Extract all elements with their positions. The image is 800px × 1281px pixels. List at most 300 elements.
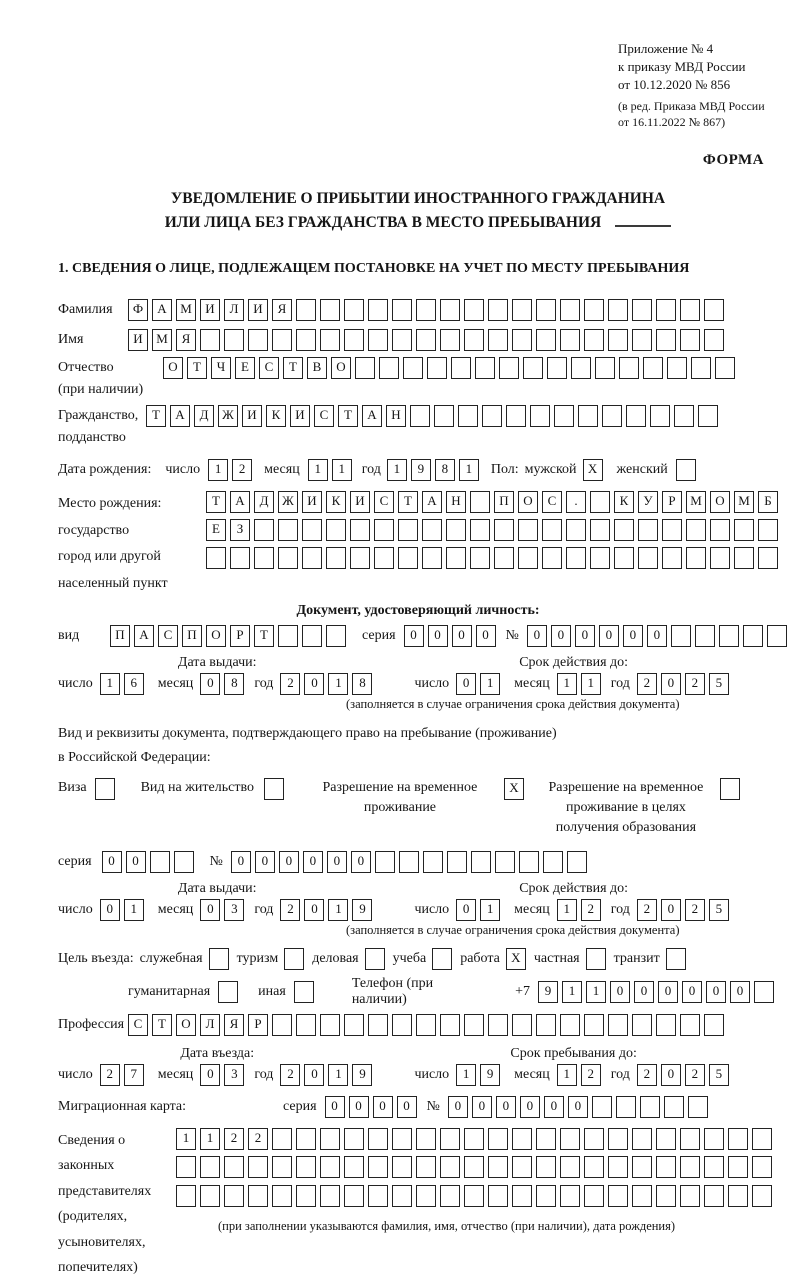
- profession-cells: [128, 1014, 728, 1036]
- char-cell: [584, 299, 604, 321]
- surname-label: Фамилия: [58, 302, 113, 318]
- purpose-transit-checkbox: [666, 948, 686, 970]
- char-cell: [566, 519, 586, 541]
- char-cell: [200, 1156, 220, 1178]
- char-cell: С: [374, 491, 394, 513]
- char-cell: [523, 357, 543, 379]
- identity-expiry-day-cells: [456, 673, 504, 695]
- char-cell: 0: [661, 673, 681, 695]
- char-cell: [254, 547, 274, 569]
- purpose-work-label: работа: [460, 950, 500, 966]
- char-cell: [734, 519, 754, 541]
- identity-doc-type-label: вид: [58, 628, 80, 644]
- char-cell: [427, 357, 447, 379]
- sex-male-label: мужской: [524, 462, 577, 478]
- migration-series-cells: [325, 1096, 421, 1118]
- profession-label: Профессия: [58, 1016, 125, 1032]
- residence-expiry-month-cells: [557, 899, 605, 921]
- char-cell: [278, 547, 298, 569]
- char-cell: Е: [206, 519, 226, 541]
- month-label: месяц: [157, 1066, 194, 1082]
- birth-date-label: Дата рождения:: [58, 462, 152, 478]
- char-cell: [392, 1185, 412, 1207]
- char-cell: [608, 329, 628, 351]
- purpose-work-checkbox: X: [506, 948, 526, 970]
- char-cell: [680, 299, 700, 321]
- form-label: ФОРМА: [702, 152, 764, 169]
- char-cell: [536, 299, 556, 321]
- char-cell: 1: [557, 899, 577, 921]
- char-cell: О: [331, 357, 351, 379]
- char-cell: К: [326, 491, 346, 513]
- char-cell: С: [128, 1014, 148, 1036]
- char-cell: 1: [387, 459, 407, 481]
- purpose-official-label: служебная: [139, 950, 203, 966]
- annex-line-2: к приказу МВД России: [618, 58, 746, 74]
- char-cell: Т: [152, 1014, 172, 1036]
- char-cell: [638, 547, 658, 569]
- month-label: месяц: [514, 676, 550, 692]
- char-cell: [638, 519, 658, 541]
- char-cell: [174, 851, 194, 873]
- char-cell: 0: [634, 981, 654, 1003]
- identity-doc-row: [58, 623, 778, 649]
- residence-doc-options: [58, 778, 778, 839]
- char-cell: [560, 1014, 580, 1036]
- char-cell: [398, 519, 418, 541]
- char-cell: И: [128, 329, 148, 351]
- given-name-cells: [128, 329, 728, 351]
- identity-doc-type-cells: [110, 625, 350, 647]
- migration-card-row: [58, 1094, 778, 1120]
- char-cell: 2: [581, 899, 601, 921]
- sex-female-checkbox: [676, 459, 696, 481]
- char-cell: А: [362, 405, 382, 427]
- char-cell: [464, 1156, 484, 1178]
- char-cell: [710, 547, 730, 569]
- char-cell: 9: [480, 1064, 500, 1086]
- birth-date-row: [58, 457, 778, 483]
- char-cell: [374, 519, 394, 541]
- char-cell: 1: [557, 673, 577, 695]
- purpose-private-label: частная: [533, 950, 580, 966]
- char-cell: [686, 519, 706, 541]
- char-cell: Р: [230, 625, 250, 647]
- phone-prefix: +7: [515, 983, 530, 999]
- char-cell: [410, 405, 430, 427]
- char-cell: 0: [661, 899, 681, 921]
- char-cell: 2: [581, 1064, 601, 1086]
- residence-restriction-note: (заполняется в случае ограничения срока действия документа): [346, 922, 680, 937]
- char-cell: [224, 1156, 244, 1178]
- char-cell: [447, 851, 467, 873]
- char-cell: М: [734, 491, 754, 513]
- char-cell: 0: [200, 899, 220, 921]
- stay-until-label: Срок пребывания до:: [510, 1045, 637, 1061]
- purpose-other-label: иная: [258, 983, 286, 999]
- char-cell: А: [170, 405, 190, 427]
- entry-month-cells: [200, 1064, 248, 1086]
- residence-issue-month-cells: [200, 899, 248, 921]
- char-cell: [326, 519, 346, 541]
- birth-place-row2-cells: [206, 519, 782, 541]
- char-cell: [375, 851, 395, 873]
- birth-month-cells: [308, 459, 356, 481]
- residence-valid-until-label: Срок действия до:: [519, 880, 629, 896]
- char-cell: [440, 1185, 460, 1207]
- char-cell: Я: [224, 1014, 244, 1036]
- stay-month-cells: [557, 1064, 605, 1086]
- identity-doc-number-cells: [527, 625, 791, 647]
- phone-label: Телефон (при наличии): [351, 975, 434, 1007]
- char-cell: О: [176, 1014, 196, 1036]
- char-cell: [560, 1128, 580, 1150]
- section1-title: 1. СВЕДЕНИЯ О ЛИЦЕ, ПОДЛЕЖАЩЕМ ПОСТАНОВКЕ НА УЧЕТ ПО МЕСТУ ПРЕБЫВАНИЯ: [58, 261, 690, 277]
- char-cell: С: [158, 625, 178, 647]
- char-cell: 5: [709, 673, 729, 695]
- char-cell: 1: [332, 459, 352, 481]
- sex-female-label: женский: [616, 462, 668, 478]
- birth-place-sublabel-3: населенный пункт: [58, 575, 168, 591]
- char-cell: [686, 547, 706, 569]
- char-cell: Т: [206, 491, 226, 513]
- char-cell: [368, 1014, 388, 1036]
- option-temp-residence: [304, 778, 528, 819]
- char-cell: [399, 851, 419, 873]
- char-cell: 1: [562, 981, 582, 1003]
- char-cell: 8: [224, 673, 244, 695]
- char-cell: [326, 547, 346, 569]
- char-cell: С: [259, 357, 279, 379]
- char-cell: А: [134, 625, 154, 647]
- char-cell: 0: [102, 851, 122, 873]
- char-cell: [543, 851, 563, 873]
- migration-number-cells: [448, 1096, 712, 1118]
- char-cell: [248, 1185, 268, 1207]
- given-name-row: [58, 327, 778, 353]
- birth-year-label: год: [361, 462, 381, 478]
- char-cell: [302, 547, 322, 569]
- char-cell: 2: [280, 1064, 300, 1086]
- day-label: число: [414, 1066, 450, 1082]
- char-cell: [632, 1014, 652, 1036]
- char-cell: 1: [459, 459, 479, 481]
- char-cell: [464, 1014, 484, 1036]
- given-name-label: Имя: [58, 332, 84, 348]
- char-cell: [470, 519, 490, 541]
- char-cell: [464, 299, 484, 321]
- char-cell: [698, 405, 718, 427]
- char-cell: [752, 1185, 772, 1207]
- option-visa-checkbox: [95, 778, 115, 800]
- birth-day-label: число: [165, 462, 201, 478]
- char-cell: Т: [338, 405, 358, 427]
- char-cell: [248, 329, 268, 351]
- char-cell: 0: [599, 625, 619, 647]
- char-cell: О: [518, 491, 538, 513]
- char-cell: [518, 547, 538, 569]
- residence-expiry-year-cells: [637, 899, 733, 921]
- profession-row: [58, 1012, 778, 1038]
- char-cell: Я: [176, 329, 196, 351]
- char-cell: [392, 1014, 412, 1036]
- char-cell: [754, 981, 774, 1003]
- char-cell: [530, 405, 550, 427]
- char-cell: [719, 625, 739, 647]
- char-cell: 0: [351, 851, 371, 873]
- char-cell: [595, 357, 615, 379]
- char-cell: 1: [200, 1128, 220, 1150]
- purpose-business-label: деловая: [312, 950, 359, 966]
- char-cell: П: [182, 625, 202, 647]
- char-cell: [656, 1014, 676, 1036]
- char-cell: 2: [685, 673, 705, 695]
- char-cell: [632, 1128, 652, 1150]
- char-cell: 1: [557, 1064, 577, 1086]
- char-cell: [272, 1014, 292, 1036]
- char-cell: 0: [456, 673, 476, 695]
- char-cell: [584, 1156, 604, 1178]
- option-temp-residence-education-label: Разрешение на временное проживание в целях получения образования: [548, 779, 704, 836]
- char-cell: Т: [283, 357, 303, 379]
- year-label: год: [254, 676, 274, 692]
- char-cell: [560, 329, 580, 351]
- char-cell: Т: [254, 625, 274, 647]
- char-cell: Т: [187, 357, 207, 379]
- char-cell: [392, 1128, 412, 1150]
- char-cell: [446, 519, 466, 541]
- char-cell: М: [152, 329, 172, 351]
- char-cell: [664, 1096, 684, 1118]
- char-cell: 0: [304, 673, 324, 695]
- annex-block: [618, 40, 778, 130]
- birth-year-cells: [387, 459, 483, 481]
- char-cell: [224, 1185, 244, 1207]
- sex-male-checkbox: X: [583, 459, 603, 481]
- char-cell: 0: [325, 1096, 345, 1118]
- char-cell: [752, 1128, 772, 1150]
- char-cell: .: [566, 491, 586, 513]
- char-cell: [662, 547, 682, 569]
- char-cell: 6: [124, 673, 144, 695]
- char-cell: [416, 299, 436, 321]
- char-cell: 0: [304, 1064, 324, 1086]
- day-label: число: [58, 901, 93, 917]
- char-cell: [458, 405, 478, 427]
- char-cell: 1: [328, 899, 348, 921]
- char-cell: [743, 625, 763, 647]
- char-cell: [272, 329, 292, 351]
- char-cell: [254, 519, 274, 541]
- char-cell: А: [422, 491, 442, 513]
- entry-year-cells: [280, 1064, 376, 1086]
- char-cell: [578, 405, 598, 427]
- char-cell: [512, 1185, 532, 1207]
- char-cell: [519, 851, 539, 873]
- char-cell: [368, 1128, 388, 1150]
- stay-year-cells: [637, 1064, 733, 1086]
- char-cell: 1: [176, 1128, 196, 1150]
- char-cell: М: [686, 491, 706, 513]
- char-cell: 0: [623, 625, 643, 647]
- char-cell: [320, 299, 340, 321]
- char-cell: А: [230, 491, 250, 513]
- char-cell: 2: [280, 673, 300, 695]
- option-visa-label: Виза: [58, 779, 87, 795]
- migration-number-label: №: [426, 1098, 440, 1114]
- char-cell: 2: [637, 899, 657, 921]
- char-cell: [680, 329, 700, 351]
- char-cell: [344, 1128, 364, 1150]
- char-cell: 0: [126, 851, 146, 873]
- char-cell: [296, 1014, 316, 1036]
- char-cell: 5: [709, 899, 729, 921]
- purpose-humanitarian-label: гуманитарная: [128, 983, 211, 999]
- char-cell: 0: [373, 1096, 393, 1118]
- char-cell: [667, 357, 687, 379]
- char-cell: [704, 1128, 724, 1150]
- option-temp-residence-education: [540, 778, 744, 839]
- purpose-row-2: [58, 976, 778, 1008]
- char-cell: [592, 1096, 612, 1118]
- char-cell: [590, 519, 610, 541]
- residence-issue-year-cells: [280, 899, 376, 921]
- char-cell: [440, 1156, 460, 1178]
- char-cell: 2: [685, 899, 705, 921]
- char-cell: [758, 519, 778, 541]
- birth-place-row3-cells: [206, 547, 782, 569]
- char-cell: [590, 547, 610, 569]
- char-cell: [368, 299, 388, 321]
- day-label: число: [58, 1066, 93, 1082]
- char-cell: 1: [124, 899, 144, 921]
- char-cell: 3: [224, 1064, 244, 1086]
- char-cell: [554, 405, 574, 427]
- char-cell: [704, 1185, 724, 1207]
- representatives-label-line3: представителях: [58, 1183, 152, 1199]
- year-label: год: [610, 1066, 630, 1082]
- identity-valid-until-label: Срок действия до:: [519, 655, 629, 671]
- char-cell: З: [230, 519, 250, 541]
- char-cell: 0: [520, 1096, 540, 1118]
- char-cell: [482, 405, 502, 427]
- char-cell: [608, 1014, 628, 1036]
- form-title-line2: ИЛИ ЛИЦА БЕЗ ГРАЖДАНСТВА В МЕСТО ПРЕБЫВАНИЯ: [164, 214, 602, 232]
- annex-line-3: от 10.12.2020 № 856: [618, 76, 731, 92]
- representatives-block: [58, 1128, 778, 1281]
- birth-day-cells: [208, 459, 256, 481]
- char-cell: [344, 1156, 364, 1178]
- option-residence-permit-checkbox: [264, 778, 284, 800]
- char-cell: 9: [411, 459, 431, 481]
- day-label: число: [414, 901, 450, 917]
- purpose-transit-label: транзит: [613, 950, 660, 966]
- char-cell: [278, 519, 298, 541]
- birth-month-label: месяц: [264, 462, 300, 478]
- char-cell: [368, 329, 388, 351]
- char-cell: П: [494, 491, 514, 513]
- migration-series-label: серия: [283, 1098, 317, 1114]
- char-cell: Б: [758, 491, 778, 513]
- char-cell: [344, 1014, 364, 1036]
- migration-card-label: Миграционная карта:: [58, 1098, 187, 1114]
- char-cell: 9: [352, 1064, 372, 1086]
- char-cell: [728, 1185, 748, 1207]
- option-residence-permit: [141, 778, 288, 800]
- char-cell: [398, 547, 418, 569]
- char-cell: 1: [480, 673, 500, 695]
- char-cell: [614, 519, 634, 541]
- char-cell: [758, 547, 778, 569]
- residence-number-cells: [231, 851, 591, 873]
- char-cell: [688, 1096, 708, 1118]
- char-cell: [671, 625, 691, 647]
- char-cell: 0: [544, 1096, 564, 1118]
- day-label: число: [58, 676, 93, 692]
- char-cell: [608, 1156, 628, 1178]
- char-cell: [728, 1156, 748, 1178]
- representatives-note: (при заполнении указываются фамилия, имя, отчество (при наличии), дата рождения): [218, 1218, 676, 1233]
- char-cell: [464, 1185, 484, 1207]
- char-cell: [278, 625, 298, 647]
- char-cell: [512, 299, 532, 321]
- char-cell: [464, 329, 484, 351]
- char-cell: П: [110, 625, 130, 647]
- char-cell: О: [163, 357, 183, 379]
- residence-series-label: серия: [58, 853, 92, 869]
- char-cell: [440, 329, 460, 351]
- char-cell: 0: [682, 981, 702, 1003]
- char-cell: [488, 1128, 508, 1150]
- char-cell: 0: [730, 981, 750, 1003]
- char-cell: 3: [224, 899, 244, 921]
- char-cell: [632, 1185, 652, 1207]
- char-cell: [674, 405, 694, 427]
- char-cell: [464, 1128, 484, 1150]
- char-cell: [536, 1185, 556, 1207]
- char-cell: [608, 1185, 628, 1207]
- char-cell: 0: [349, 1096, 369, 1118]
- char-cell: [704, 1014, 724, 1036]
- char-cell: [656, 299, 676, 321]
- char-cell: 0: [661, 1064, 681, 1086]
- representatives-row3-cells: [176, 1185, 776, 1207]
- char-cell: 0: [496, 1096, 516, 1118]
- char-cell: 0: [568, 1096, 588, 1118]
- char-cell: 2: [100, 1064, 120, 1086]
- year-label: год: [254, 1066, 274, 1082]
- char-cell: [619, 357, 639, 379]
- char-cell: 1: [328, 673, 348, 695]
- char-cell: [150, 851, 170, 873]
- char-cell: В: [307, 357, 327, 379]
- char-cell: Н: [386, 405, 406, 427]
- char-cell: 1: [208, 459, 228, 481]
- char-cell: 0: [575, 625, 595, 647]
- char-cell: [302, 625, 322, 647]
- form-title-line2-wrap: [58, 211, 778, 235]
- form-title: [58, 187, 778, 235]
- char-cell: 0: [610, 981, 630, 1003]
- char-cell: [470, 547, 490, 569]
- char-cell: Р: [248, 1014, 268, 1036]
- citizenship-label: Гражданство,: [58, 408, 139, 424]
- char-cell: 1: [456, 1064, 476, 1086]
- residence-doc-intro: [58, 722, 778, 770]
- identity-restriction-note: (заполняется в случае ограничения срока действия документа): [346, 697, 680, 712]
- char-cell: [614, 547, 634, 569]
- char-cell: [715, 357, 735, 379]
